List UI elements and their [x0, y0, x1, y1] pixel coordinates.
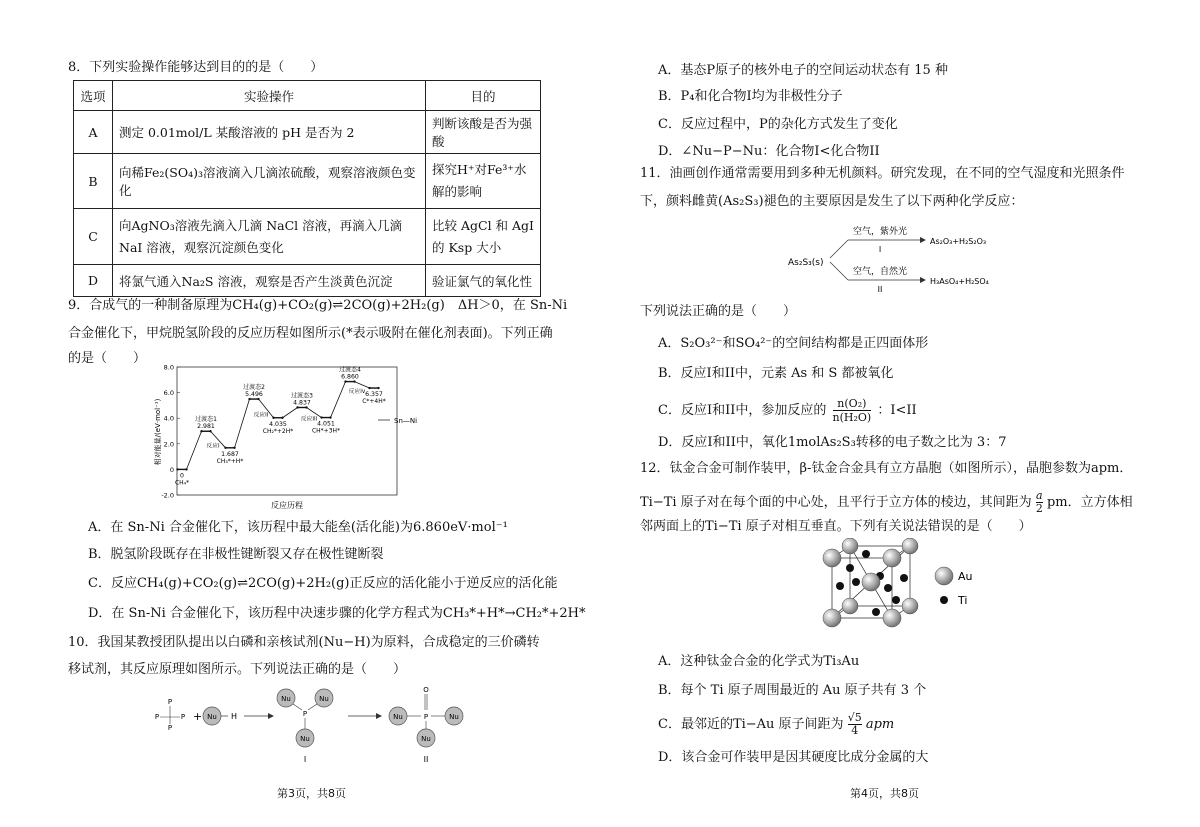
energy-connector: [283, 407, 298, 417]
y-tick-label: 0: [169, 465, 174, 474]
svg-text:As₂S₃(s): As₂S₃(s): [788, 258, 824, 268]
energy-connector: [355, 382, 370, 388]
table-cell: 比较 AgCl 和 AgI 的 Ksp 大小: [426, 209, 541, 265]
chart-ylabel: 相对能量/(eV·mol⁻¹): [154, 398, 162, 466]
svg-text:As₂O₃+H₂S₂O₃: As₂O₃+H₂S₂O₃: [930, 237, 987, 246]
q12-stem-line2: Ti−Ti 原子对在每个面的中心处，且平行于立方体的棱边，其间距为 $\frac{a}{2}$ pm．立方体相: [640, 489, 1133, 515]
energy-profile-chart: [150, 362, 450, 512]
data-label: 2.981: [197, 423, 215, 431]
ratio-fraction: $\frac{\text{n(O₂)}}{\text{n(H₂O)}}$: [832, 397, 872, 424]
table-cell: B: [74, 154, 113, 209]
svg-text:P: P: [423, 713, 429, 721]
q10-option-d: D．∠Nu−P−Nu：化合物I<化合物II: [658, 144, 880, 159]
data-label: 6.860: [341, 373, 359, 381]
data-point: [296, 406, 298, 408]
compound-ii-label: II: [423, 755, 429, 764]
q11-stem-line1: 11．油画创作通常需要用到多种无机颜料。研究发现，在不同的空气湿度和光照条件: [640, 166, 1125, 181]
table-header: 实验操作: [113, 81, 426, 111]
state-label: CH₄*: [174, 479, 190, 487]
svg-text:Nu: Nu: [281, 695, 291, 703]
q11-ask: 下列说法正确的是（ ）: [640, 304, 797, 319]
table-cell: 测定 0.01mol/L 某酸溶液的 pH 是否为 2: [113, 111, 426, 154]
compound-i: [277, 689, 333, 764]
svg-text:Nu: Nu: [300, 735, 310, 743]
q10-stem-line2: 移试剂，其反应原理如图所示。下列说法正确的是（ ）: [68, 662, 407, 677]
state-label: C*+4H*: [362, 398, 386, 406]
data-label: 6.357: [365, 391, 383, 399]
spacing-fraction: $\frac{a}{2}$: [1035, 489, 1043, 515]
table-cell: 验证氯气的氧化性: [426, 265, 541, 297]
au-atoms: [823, 538, 918, 627]
y-tick-label: 8.0: [163, 363, 174, 372]
svg-text:P: P: [154, 713, 160, 721]
q10-reaction-scheme: [150, 682, 470, 767]
svg-text:P: P: [180, 713, 186, 721]
svg-text:I: I: [878, 245, 882, 254]
q12-option-d: D．该合金可作装甲是因其硬度比成分金属的大: [658, 750, 929, 765]
svg-text:P: P: [167, 724, 173, 732]
step-label: 反应iv: [348, 388, 366, 395]
compound-i-label: I: [303, 755, 307, 764]
state-label: 过渡态1: [195, 416, 217, 424]
state-label: CH₃*+H*: [216, 457, 244, 465]
table-cell: D: [74, 265, 113, 297]
state-label: CH₂*+2H*: [262, 427, 294, 435]
q11-option-c-text: C．反应I和II中，参加反应的: [658, 403, 827, 418]
table-cell: C: [74, 209, 113, 265]
data-label: 4.051: [317, 420, 335, 428]
svg-text:空气，自然光: 空气，自然光: [852, 267, 908, 277]
svg-text:H₃AsO₄+H₂SO₄: H₃AsO₄+H₂SO₄: [930, 277, 989, 286]
table-cell: A: [74, 111, 113, 154]
step-label: 反应i: [206, 443, 220, 450]
table-cell: 探究H⁺对Fe³⁺水解的影响: [426, 154, 541, 209]
data-point: [224, 447, 226, 449]
data-point: [272, 417, 274, 419]
svg-text:P: P: [302, 710, 308, 718]
energy-connector: [331, 382, 346, 418]
q9-stem-line3: 的是（ ）: [68, 351, 147, 366]
state-label: CH*+3H*: [311, 427, 341, 435]
q9-stem-line1: 9．合成气的一种制备原理为CH₄(g)+CO₂(g)⇌2CO(g)+2H₂(g) ΔH＞0，在 Sn-Ni: [68, 298, 568, 313]
step-label: 反应ii: [253, 412, 269, 419]
energy-connector: [187, 431, 202, 469]
q11-option-c: C．反应I和II中，参加反应的 $\frac{\text{n(O₂)}}{\text{n(H₂O)}}$ ：I<II: [658, 397, 917, 424]
q10-stem-line1: 10．我国某教授团队提出以白磷和亲核试剂(Nu−H)为原料，合成稳定的三价磷转: [68, 635, 540, 650]
chart-legend: Sn—Ni: [394, 417, 418, 425]
y-tick-label: 6.0: [163, 389, 174, 398]
svg-text:H: H: [231, 712, 238, 721]
q9-stem-line2: 合金催化下，甲烷脱氢阶段的反应历程如图所示(*表示吸附在催化剂表面)。下列正确: [68, 326, 553, 341]
page-footer-left: 第3页，共8页: [277, 787, 346, 800]
svg-text:Nu: Nu: [207, 713, 217, 721]
legend-ti: Ti: [958, 594, 968, 607]
y-tick-label: -2.0: [161, 491, 174, 500]
data-point: [368, 387, 370, 389]
state-label: 过渡态2: [243, 384, 265, 392]
svg-text:空气，紫外光: 空气，紫外光: [852, 227, 908, 237]
q8-stem: 8．下列实验操作能够达到目的的是（ ）: [68, 60, 324, 75]
svg-text:Nu: Nu: [393, 713, 403, 721]
table-cell: 判断该酸是否为强酸: [426, 111, 541, 154]
svg-text:Nu: Nu: [449, 713, 459, 721]
crystal-cell-diagram: [820, 538, 990, 648]
data-point: [176, 468, 178, 470]
data-label: 5.496: [245, 391, 263, 399]
energy-connector: [235, 399, 250, 448]
q9-option-c: C．反应CH₄(g)+CO₂(g)⇌2CO(g)+2H₂(g)正反应的活化能小于逆反应的活化能: [88, 576, 558, 591]
chart-xlabel: 反应历程: [271, 501, 303, 510]
q11-option-b: B．反应I和II中，元素 As 和 S 都被氧化: [658, 366, 894, 381]
data-point: [377, 387, 379, 389]
q10-option-a: A．基态P原子的核外电子的空间运动状态有 15 种: [658, 63, 948, 78]
q8-table: [73, 80, 541, 297]
state-label: 过渡态3: [291, 392, 313, 400]
legend-au: Au: [958, 570, 973, 583]
white-phosphorus-icon: [155, 698, 185, 732]
q10-option-c: C．反应过程中，P的杂化方式发生了变化: [658, 117, 898, 132]
q12-option-b: B．每个 Ti 原子周围最近的 Au 原子共有 3 个: [658, 683, 927, 698]
data-point: [344, 380, 346, 382]
q11-stem-line2: 下，颜料雌黄(As₂S₃)褪色的主要原因是发生了以下两种化学反应：: [640, 194, 1024, 209]
svg-text:O: O: [423, 686, 429, 694]
compound-ii: [389, 686, 463, 764]
table-cell: 向稀Fe₂(SO₄)₃溶液滴入几滴浓硫酸，观察溶液颜色变化: [113, 154, 426, 209]
svg-text:II: II: [877, 285, 883, 294]
state-label: 过渡态4: [339, 366, 361, 374]
q11-option-d: D．反应I和II中，氧化1molAs₂S₃转移的电子数之比为 3：7: [658, 435, 1007, 450]
data-label: 4.035: [269, 420, 287, 428]
q9-option-b: B．脱氢阶段既存在非极性键断裂又存在极性键断裂: [88, 547, 384, 562]
data-label: 1.687: [221, 450, 239, 458]
svg-text:Nu: Nu: [421, 735, 431, 743]
data-point: [248, 398, 250, 400]
q12-stem-line1: 12．钛金合金可制作装甲，β-钛金合金具有立方晶胞（如图所示），晶胞参数为apm．: [640, 461, 1133, 476]
y-tick-label: 2.0: [163, 440, 174, 449]
step-label: 反应iii: [300, 416, 318, 423]
distance-fraction: $\frac{√5}{4}$: [847, 711, 862, 737]
q11-reaction-scheme: [780, 218, 1040, 298]
table-header: 选项: [74, 81, 113, 111]
q9-option-a: A．在 Sn-Ni 合金催化下，该历程中最大能垒(活化能)为6.860eV·mol⁻¹: [88, 520, 508, 535]
q9-option-d: D．在 Sn-Ni 合金催化下，该历程中决速步骤的化学方程式为CH₃*+H*→CH₂*+2H*: [88, 606, 586, 621]
table-cell: 向AgNO₃溶液先滴入几滴 NaCl 溶液，再滴入几滴 NaI 溶液，观察沉淀颜色变化: [113, 209, 426, 265]
data-point: [200, 430, 202, 432]
table-header: 目的: [426, 81, 541, 111]
q10-option-b: B．P₄和化合物I均为非极性分子: [658, 89, 843, 104]
q12-stem-line3: 邻两面上的Ti−Ti 原子对相互垂直。下列有关说法错误的是（ ）: [640, 519, 1032, 534]
y-tick-label: 4.0: [163, 414, 174, 423]
data-point: [320, 416, 322, 418]
svg-text:P: P: [167, 698, 173, 706]
svg-text:+: +: [193, 710, 203, 723]
data-label: 0: [180, 472, 184, 480]
q12-option-a: A．这种钛金合金的化学式为Ti₃Au: [658, 654, 860, 669]
table-cell: 将氯气通入Na₂S 溶液，观察是否产生淡黄色沉淀: [113, 265, 426, 297]
au-legend-icon: [935, 567, 953, 585]
svg-text:Nu: Nu: [319, 695, 329, 703]
data-label: 4.837: [293, 399, 311, 407]
q11-option-a: A．S₂O₃²⁻和SO₄²⁻的空间结构都是正四面体形: [658, 336, 929, 351]
ti-legend-icon: [940, 596, 948, 604]
page-footer-right: 第4页，共8页: [850, 787, 919, 800]
q12-option-c: C．最邻近的Ti−Au 原子间距为 $\frac{√5}{4}$ apm: [658, 711, 895, 737]
